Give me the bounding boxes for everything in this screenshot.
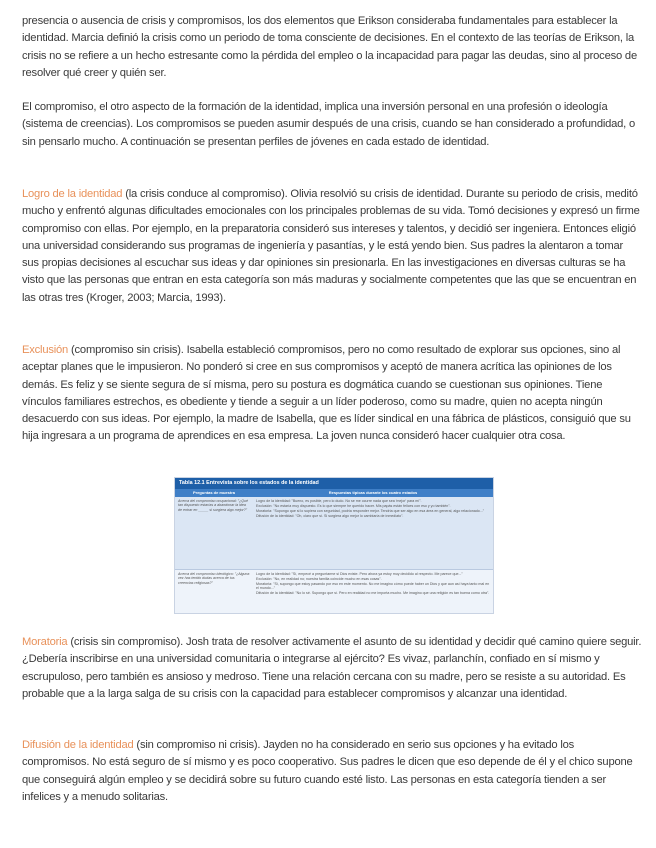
table-title: Tabla 12.1 Entrevista sobre los estados de la identidad <box>175 478 493 489</box>
response-difusion: Difusión de la identidad: "No lo sé. Supongo que sí. Pero en realidad no me importa mucho. Me imagino que una religión es tan buena como otra". <box>256 591 490 596</box>
paragraph-difusion <box>22 737 642 806</box>
response-moratoria: Moratoria: "Supongo que si lo supiera con seguridad, podría responder mejor. Tendría que ser algo en esa área en general, algo relacionado..." <box>256 509 485 513</box>
response-logro: Logro de la identidad: "Bueno, es posible, pero lo dudo. No se me ocurre nada que sea 'mejor' para mí". <box>256 499 422 503</box>
paragraph-difusion-text: (sin compromiso ni crisis). Jayden no ha considerado en serio sus opciones y ha evitado los compromisos. No está seguro de sí mismo y es poco cooperativo. Sus padres le dicen que eso depende de él y el chico supone que conseguirá algún empleo y se decidirá sobre su futuro cuando esté listo. Las personas en esta categoría tienden a ser infelices y a menudo solitarias. <box>22 739 633 803</box>
identity-status-table <box>174 477 494 614</box>
table-header <box>175 489 493 497</box>
response-exclusion: Exclusión: "No estaría muy dispuesto. Es lo que siempre he querido hacer. Mis papás están felices con eso y yo también". <box>256 504 451 508</box>
response-logro: Logro de la identidad: "Sí, empecé a preguntarme si Dios existe. Pero ahora ya estoy muy decidido al respecto. Me parece que..." <box>256 572 463 576</box>
term-difusion-identidad: Difusión de la identidad <box>22 739 134 751</box>
table-row <box>175 497 493 569</box>
paragraph-intro-text: presencia o ausencia de crisis y compromisos, los dos elementos que Erikson consideraba fundamentales para establecer la identidad. Marcia definió la crisis como un periodo de toma consciente de decisiones. En el contexto de las teorías de Erikson, la crisis no se refiere a un hecho estresante como la pérdida del empleo o la incapacidad para pagar las deudas, sino al proceso de resolver qué creer y quién ser. <box>22 15 637 79</box>
table-cell-question: Acerca del compromiso ideológico: "¿Alguna vez has tenido dudas acerca de tus creencias religiosas?" <box>178 572 250 585</box>
table-header-responses: Respuestas típicas durante los cuatro estados <box>328 490 418 495</box>
paragraph-compromiso <box>22 99 642 151</box>
term-moratoria: Moratoria <box>22 636 68 648</box>
paragraph-intro <box>22 13 642 82</box>
paragraph-logro <box>22 186 642 307</box>
paragraph-exclusion <box>22 342 642 446</box>
table-cell-question: Acerca del compromiso ocupacional: "¿Qué tan dispuesto estarías a abandonar la idea de entrar en _____ si surgiera algo mejor?" <box>178 499 248 512</box>
paragraph-moratoria <box>22 634 642 703</box>
response-moratoria: Moratoria: "Sí, supongo que estoy pasando por eso en este momento. No me imagino cómo puede haber un Dios y que aun así haya tanto mal en el mundo..." <box>256 582 490 591</box>
term-logro-identidad: Logro de la identidad <box>22 188 123 200</box>
table-header-questions: Preguntas de muestra <box>192 490 235 495</box>
table-cell-responses <box>253 572 493 614</box>
response-difusion: Difusión de la identidad: "Oh, claro que sí. Si surgiera algo mejor lo cambiaría de inmediato". <box>256 514 404 518</box>
table-row <box>175 569 493 614</box>
term-exclusion: Exclusión <box>22 344 69 356</box>
paragraph-logro-text: (la crisis conduce al compromiso). Olivia resolvió su crisis de identidad. Durante su periodo de crisis, meditó mucho y enfrentó algunas dificultades emocionales con los principales problemas de su vida. Tomó decisiones y expresó un firme compromiso con ellas. Por ejemplo, en la preparatoria consideró sus intereses y talentos, y decidió ser ingeniera. Entonces eligió una universidad considerando sus programas de ingeniería y pasantías, y le está yendo bien. Sus padres la alentaron a tomar sus propias decisiones al escuchar sus ideas y dar opiniones sin presionarla. En las investigaciones en diversas culturas se ha visto que las personas que entran en esta categoría son más maduras y socialmente competentes que las que se encuentran en las otras tres (Kroger, 2003; Marcia, 1993). <box>22 188 640 304</box>
table-cell-responses <box>253 499 493 567</box>
paragraph-exclusion-text: (compromiso sin crisis). Isabella estableció compromisos, pero no como resultado de explorar sus opciones, sino al aceptar planes que le impusieron. No ponderó si cree en sus compromisos y aceptó de manera acrítica las opiniones de los demás. Es feliz y se siente segura de sí misma, pero su postura es dogmática cuando se cuestionan sus opiniones. Tiene vínculos familiares estrechos, es obediente y tiende a seguir a un líder poderoso, como su madre, quien no acepta ningún desacuerdo con sus ideas. Por ejemplo, la madre de Isabella, que es líder sindical en una fábrica de plásticos, consiguió que su hija ingresara a un programa de aprendices en esa empresa. La joven nunca consideró hacer cualquier otra cosa. <box>22 344 631 443</box>
response-exclusion: Exclusión: "No, en realidad no; nuestra familia coincide mucho en esas cosas". <box>256 577 382 581</box>
paragraph-compromiso-text: El compromiso, el otro aspecto de la formación de la identidad, implica una inversión personal en una profesión o ideología (sistema de creencias). Los compromisos se pueden asumir después de una crisis, cuando se han considerado a profundidad, o sin pensarlo mucho. A continuación se presentan perfiles de jóvenes en cada estado de identidad. <box>22 101 636 148</box>
paragraph-moratoria-text: (crisis sin compromiso). Josh trata de resolver activamente el asunto de su identidad y decidir qué camino quiere seguir. ¿Debería inscribirse en una universidad comunitaria o integrarse al ejército? Es vivaz, parlanchín, confiado en sí mismo y escrupuloso, pero también es ansioso y medroso. Tiene una relación cercana con su madre, pero se resiste a su autoridad. Es probable que a la larga salga de su crisis con la capacidad para establecer compromisos y alcanzar una identidad. <box>22 636 642 700</box>
